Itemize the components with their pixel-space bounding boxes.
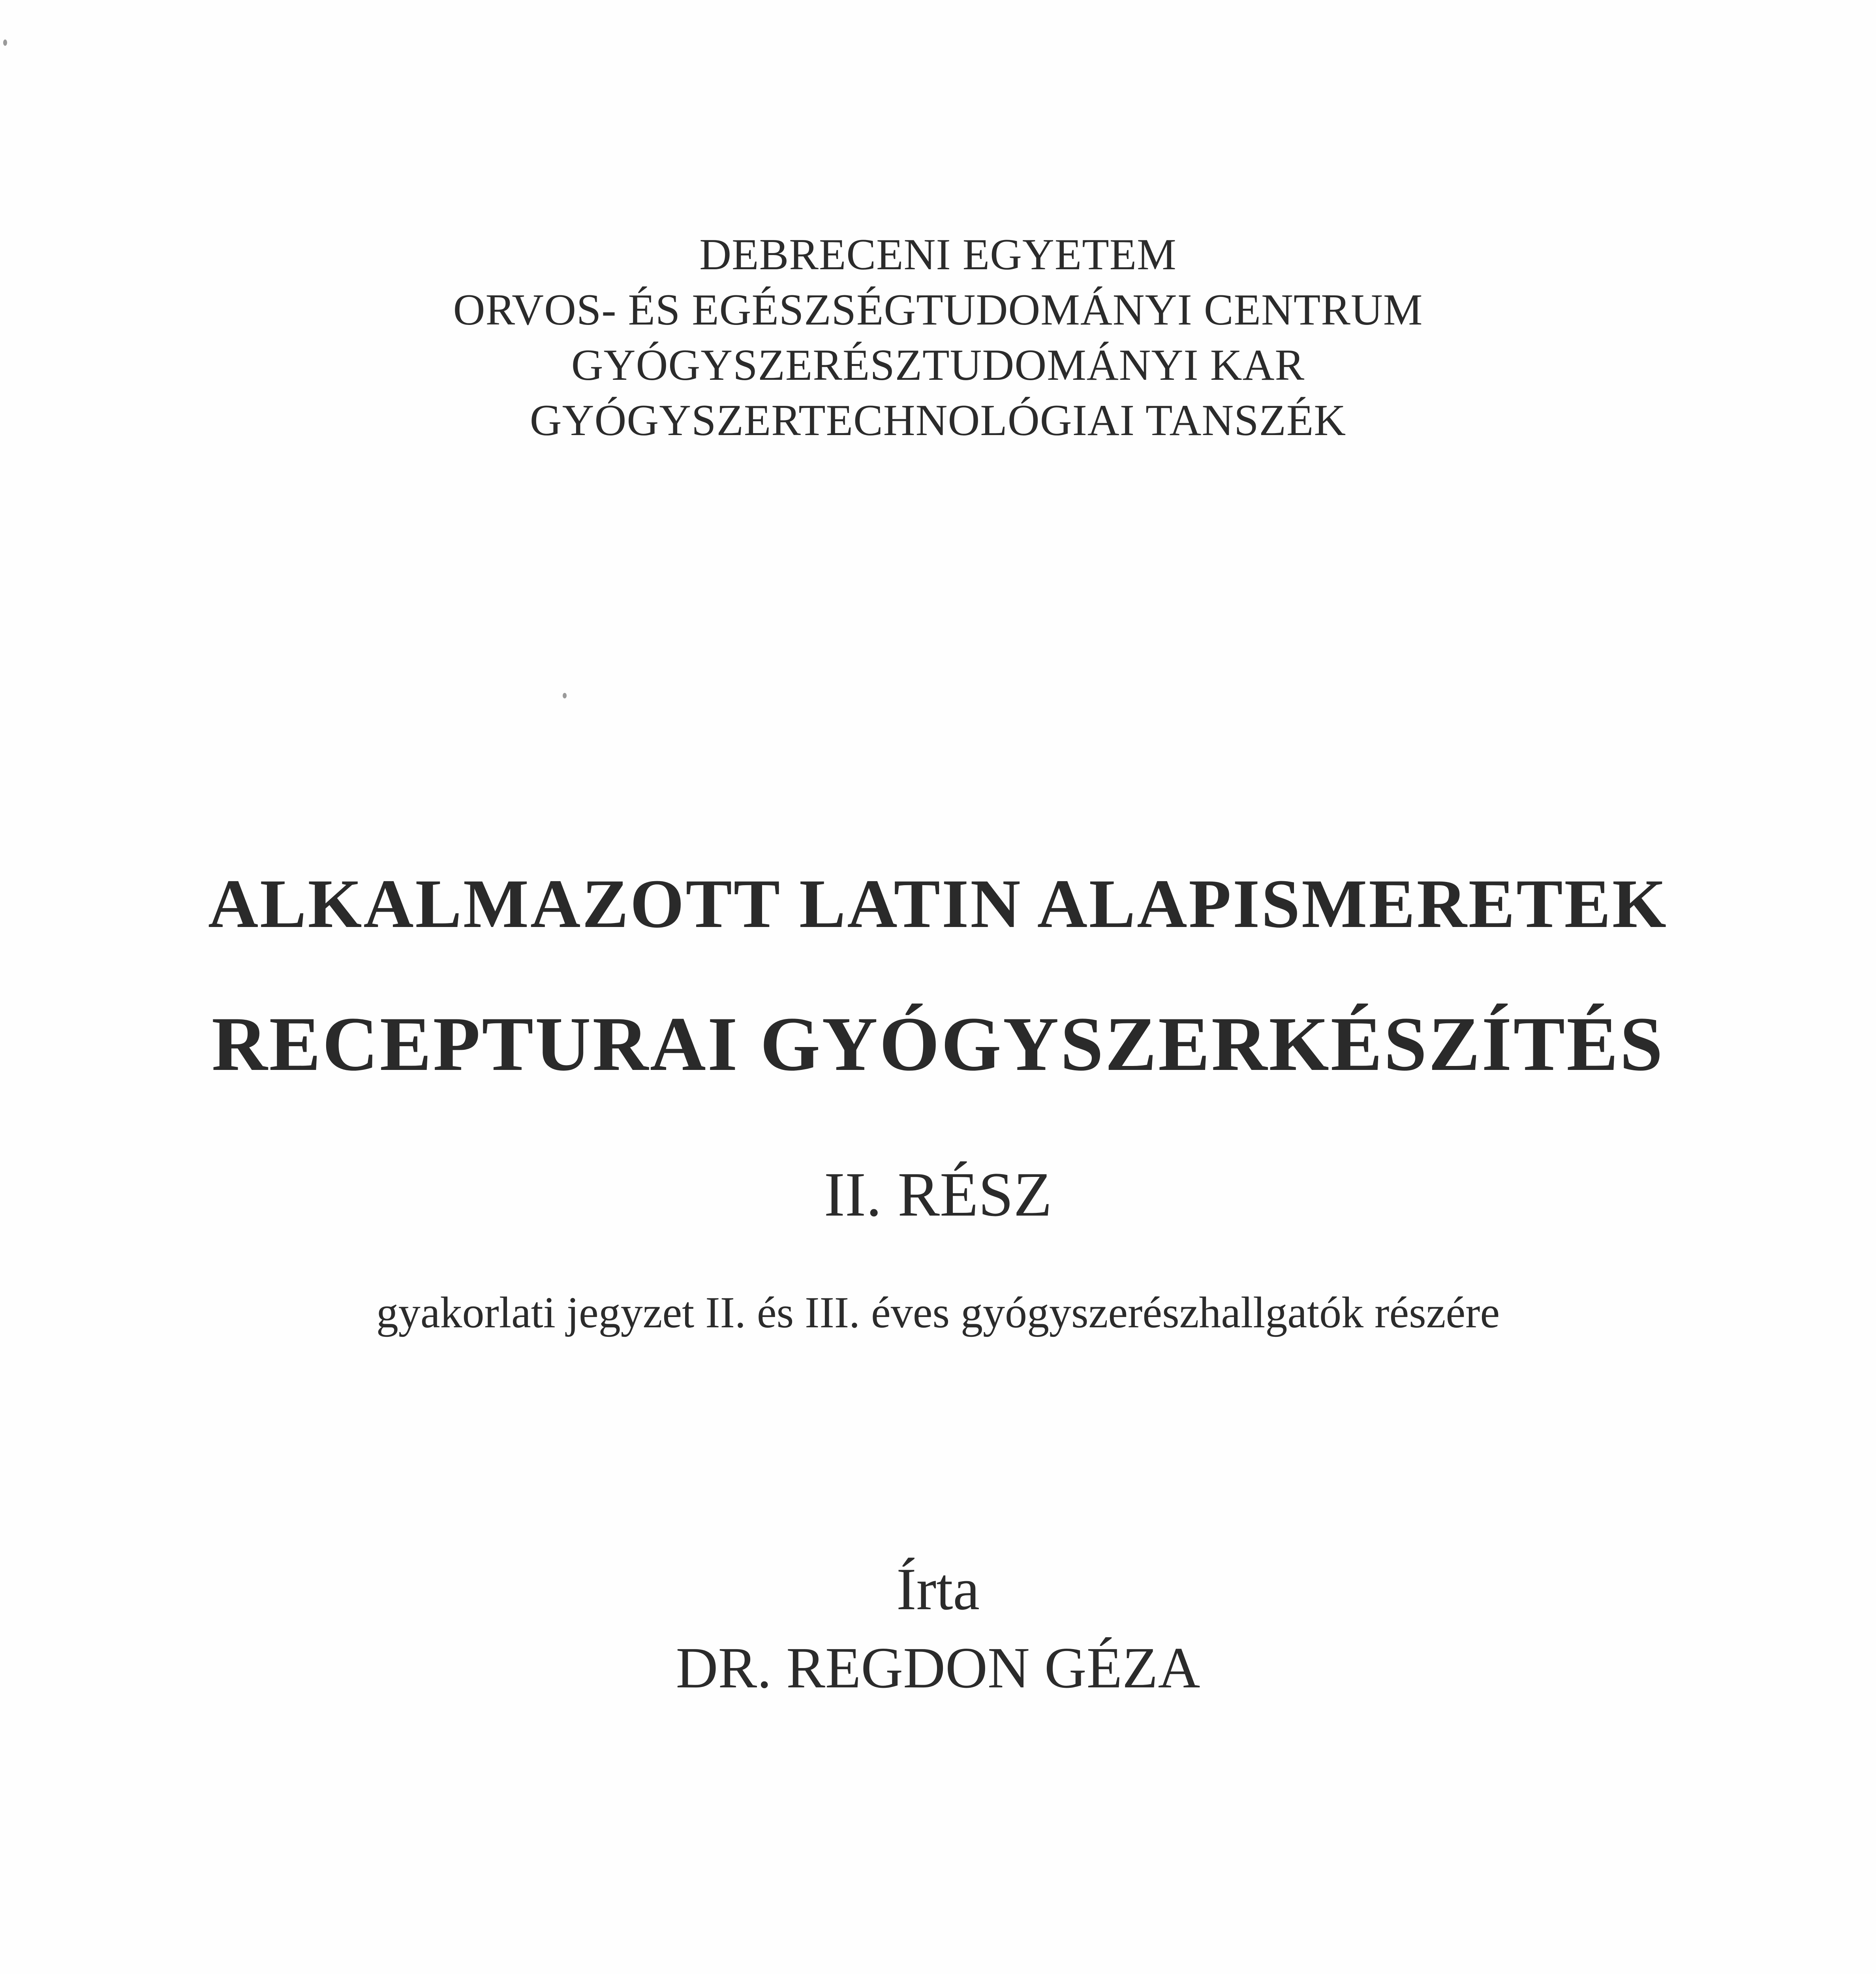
university-name: DEBRECENI EGYETEM — [699, 230, 1177, 279]
centre-name: ORVOS- ÉS EGÉSZSÉGTUDOMÁNYI CENTRUM — [453, 285, 1423, 334]
scan-speck — [563, 693, 567, 698]
author-name: DR. REGDON GÉZA — [676, 1636, 1200, 1700]
department-name: GYÓGYSZERTECHNOLÓGIAI TANSZÉK — [530, 396, 1346, 445]
main-subtitle: RECEPTURAI GYÓGYSZERKÉSZÍTÉS — [211, 1001, 1665, 1087]
faculty-name: GYÓGYSZERÉSZTUDOMÁNYI KAR — [571, 341, 1305, 390]
document-description: gyakorlati jegyzet II. és III. éves gyógyszerészhallgatók részére — [376, 1288, 1500, 1337]
author-label: Írta — [896, 1556, 980, 1622]
part-number: II. RÉSZ — [824, 1159, 1052, 1229]
scan-speck — [3, 39, 7, 46]
main-title: ALKALMAZOTT LATIN ALAPISMERETEK — [208, 865, 1668, 942]
